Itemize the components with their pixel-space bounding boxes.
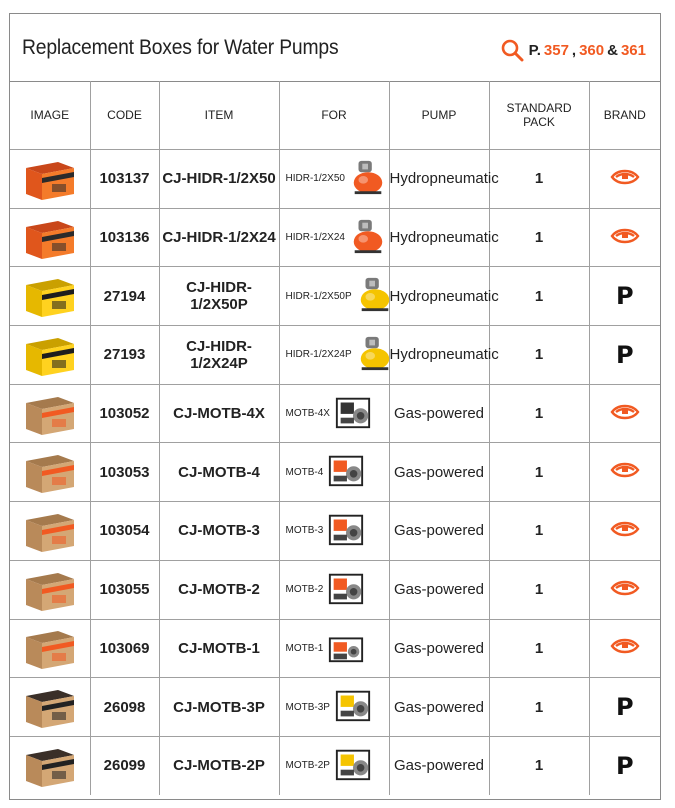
brand-cell bbox=[589, 443, 660, 502]
brand-cell bbox=[589, 267, 660, 326]
standard-pack: 1 bbox=[489, 267, 589, 326]
pump-image bbox=[327, 450, 365, 494]
product-box-image bbox=[22, 682, 78, 732]
standard-pack: 1 bbox=[489, 736, 589, 794]
product-box-image bbox=[22, 213, 78, 263]
pump-image bbox=[334, 685, 372, 729]
product-item: CJ-HIDR-1/2X24P bbox=[159, 326, 279, 385]
product-image-cell bbox=[10, 150, 90, 209]
truper-logo-icon bbox=[610, 520, 640, 538]
for-model: MOTB-2P bbox=[285, 760, 330, 772]
table-row bbox=[10, 267, 660, 326]
table-row bbox=[10, 619, 660, 678]
product-box-image bbox=[22, 447, 78, 497]
product-code: 103137 bbox=[90, 150, 159, 209]
for-model: MOTB-1 bbox=[285, 642, 324, 654]
standard-pack: 1 bbox=[489, 443, 589, 502]
col-header-brand: BRAND bbox=[589, 81, 660, 150]
col-header-code: CODE bbox=[90, 81, 159, 150]
pretul-logo-icon: P bbox=[615, 340, 634, 369]
table-row bbox=[10, 384, 660, 443]
truper-logo-icon bbox=[610, 168, 640, 186]
for-cell bbox=[279, 326, 389, 385]
product-item: CJ-HIDR-1/2X24 bbox=[159, 208, 279, 267]
product-code: 26098 bbox=[90, 678, 159, 737]
brand-cell bbox=[589, 150, 660, 209]
pump-type: Gas-powered bbox=[389, 619, 489, 678]
product-item: CJ-HIDR-1/2X50P bbox=[159, 267, 279, 326]
for-model: HIDR-1/2X24 bbox=[285, 232, 345, 244]
pump-type: Gas-powered bbox=[389, 502, 489, 561]
product-box-image bbox=[22, 565, 78, 615]
pump-type: Hydropneumatic bbox=[389, 326, 489, 385]
standard-pack: 1 bbox=[489, 150, 589, 209]
brand-cell bbox=[589, 326, 660, 385]
product-item: CJ-MOTB-3 bbox=[159, 502, 279, 561]
for-cell bbox=[279, 443, 389, 502]
product-box-image bbox=[22, 741, 78, 791]
pump-image bbox=[327, 509, 365, 553]
product-code: 103054 bbox=[90, 502, 159, 561]
product-box-image bbox=[22, 330, 78, 380]
for-model: MOTB-3 bbox=[285, 525, 324, 537]
brand-cell bbox=[589, 502, 660, 561]
product-item: CJ-MOTB-2 bbox=[159, 560, 279, 619]
standard-pack: 1 bbox=[489, 619, 589, 678]
pump-type: Hydropneumatic bbox=[389, 267, 489, 326]
product-box-image bbox=[22, 389, 78, 439]
col-header-image: IMAGE bbox=[10, 81, 90, 150]
product-code: 103055 bbox=[90, 560, 159, 619]
product-item: CJ-MOTB-2P bbox=[159, 736, 279, 794]
product-box-image bbox=[22, 154, 78, 204]
brand-cell bbox=[589, 619, 660, 678]
product-box-image bbox=[22, 271, 78, 321]
brand-cell bbox=[589, 208, 660, 267]
pump-type: Gas-powered bbox=[389, 560, 489, 619]
table-row bbox=[10, 326, 660, 385]
product-code: 103052 bbox=[90, 384, 159, 443]
truper-logo-icon bbox=[610, 637, 640, 655]
for-model: HIDR-1/2X24P bbox=[285, 349, 352, 361]
for-cell bbox=[279, 560, 389, 619]
page-amp: & bbox=[607, 41, 618, 59]
for-cell bbox=[279, 150, 389, 209]
product-item: CJ-HIDR-1/2X50 bbox=[159, 150, 279, 209]
table-header-row bbox=[10, 81, 660, 150]
pump-type: Hydropneumatic bbox=[389, 208, 489, 267]
truper-logo-icon bbox=[610, 227, 640, 245]
page-link-1[interactable]: 357 bbox=[543, 41, 569, 59]
pump-type: Gas-powered bbox=[389, 443, 489, 502]
pretul-logo-icon: P bbox=[615, 693, 634, 722]
pump-image bbox=[327, 568, 365, 612]
product-image-cell bbox=[10, 619, 90, 678]
product-item: CJ-MOTB-1 bbox=[159, 619, 279, 678]
for-model: MOTB-3P bbox=[285, 701, 330, 713]
pump-image bbox=[349, 157, 387, 201]
product-image-cell bbox=[10, 736, 90, 794]
product-code: 26099 bbox=[90, 736, 159, 794]
pretul-logo-icon: P bbox=[615, 282, 634, 311]
truper-logo-icon bbox=[610, 461, 640, 479]
for-cell bbox=[279, 619, 389, 678]
table-row bbox=[10, 678, 660, 737]
brand-cell bbox=[589, 384, 660, 443]
page-prefix: P. bbox=[528, 41, 541, 59]
for-model: MOTB-2 bbox=[285, 584, 324, 596]
pretul-logo-icon: P bbox=[615, 751, 634, 780]
table-row bbox=[10, 502, 660, 561]
standard-pack: 1 bbox=[489, 326, 589, 385]
page-link-3[interactable]: 361 bbox=[620, 41, 646, 59]
table-row bbox=[10, 208, 660, 267]
standard-pack: 1 bbox=[489, 502, 589, 561]
product-code: 103136 bbox=[90, 208, 159, 267]
product-box-image bbox=[22, 623, 78, 673]
product-code: 27193 bbox=[90, 326, 159, 385]
page-sep: , bbox=[571, 41, 577, 59]
product-image-cell bbox=[10, 678, 90, 737]
product-code: 103053 bbox=[90, 443, 159, 502]
product-code: 27194 bbox=[90, 267, 159, 326]
product-image-cell bbox=[10, 502, 90, 561]
for-cell bbox=[279, 384, 389, 443]
product-image-cell bbox=[10, 560, 90, 619]
table-row bbox=[10, 736, 660, 794]
brand-cell bbox=[589, 560, 660, 619]
table-row bbox=[10, 150, 660, 209]
product-item: CJ-MOTB-3P bbox=[159, 678, 279, 737]
product-item: CJ-MOTB-4X bbox=[159, 384, 279, 443]
for-cell bbox=[279, 736, 389, 794]
pump-type: Hydropneumatic bbox=[389, 150, 489, 209]
standard-pack: 1 bbox=[489, 560, 589, 619]
table-row bbox=[10, 443, 660, 502]
for-cell bbox=[279, 267, 389, 326]
page-title: Replacement Boxes for Water Pumps bbox=[22, 36, 339, 59]
title-bar bbox=[10, 14, 660, 82]
product-table bbox=[10, 81, 660, 795]
truper-logo-icon bbox=[610, 403, 640, 421]
pump-type: Gas-powered bbox=[389, 384, 489, 443]
table-row bbox=[10, 560, 660, 619]
pump-image bbox=[356, 333, 394, 377]
product-code: 103069 bbox=[90, 619, 159, 678]
pump-type: Gas-powered bbox=[389, 678, 489, 737]
standard-pack: 1 bbox=[489, 384, 589, 443]
standard-pack: 1 bbox=[489, 208, 589, 267]
for-model: MOTB-4 bbox=[285, 466, 324, 478]
product-image-cell bbox=[10, 326, 90, 385]
page-reference bbox=[500, 38, 646, 62]
page-link-2[interactable]: 360 bbox=[579, 41, 605, 59]
product-image-cell bbox=[10, 443, 90, 502]
for-model: HIDR-1/2X50 bbox=[285, 173, 345, 185]
catalog-panel bbox=[9, 13, 661, 800]
pump-image bbox=[334, 744, 372, 788]
for-cell bbox=[279, 678, 389, 737]
col-header-pump: PUMP bbox=[389, 81, 489, 150]
product-image-cell bbox=[10, 267, 90, 326]
col-header-for: FOR bbox=[279, 81, 389, 150]
truper-logo-icon bbox=[610, 579, 640, 597]
for-model: HIDR-1/2X50P bbox=[285, 290, 352, 302]
pump-image bbox=[327, 626, 365, 670]
pump-image bbox=[349, 216, 387, 260]
product-item: CJ-MOTB-4 bbox=[159, 443, 279, 502]
col-header-item: ITEM bbox=[159, 81, 279, 150]
for-model: MOTB-4X bbox=[285, 408, 330, 420]
pump-image bbox=[334, 392, 372, 436]
product-box-image bbox=[22, 506, 78, 556]
col-header-pack: STANDARD PACK bbox=[489, 81, 589, 150]
pump-type: Gas-powered bbox=[389, 736, 489, 794]
product-image-cell bbox=[10, 384, 90, 443]
for-cell bbox=[279, 208, 389, 267]
brand-cell bbox=[589, 678, 660, 737]
magnifier-icon bbox=[500, 38, 524, 62]
standard-pack: 1 bbox=[489, 678, 589, 737]
for-cell bbox=[279, 502, 389, 561]
product-image-cell bbox=[10, 208, 90, 267]
pump-image bbox=[356, 274, 394, 318]
brand-cell bbox=[589, 736, 660, 794]
